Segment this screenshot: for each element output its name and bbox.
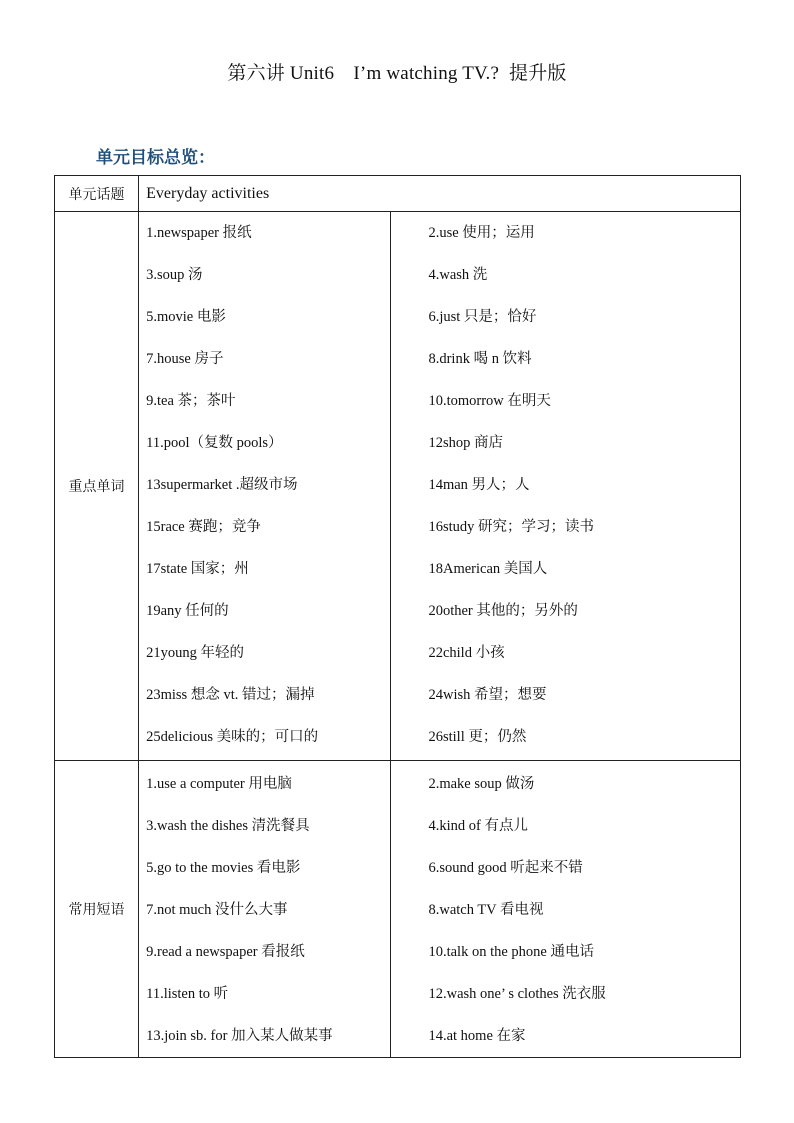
word-item: 5.movie 电影 <box>146 309 226 325</box>
key-words-row <box>55 212 741 761</box>
word-item: 24wish 希望；想要 <box>428 687 547 703</box>
phrase-item: 2.make soup 做汤 <box>428 776 535 792</box>
phrase-item: 3.wash the dishes 清洗餐具 <box>146 818 310 834</box>
unit-overview-table <box>54 175 741 1058</box>
key-words-left-list <box>139 212 390 760</box>
topic-label: 单元话题 <box>55 176 139 212</box>
phrases-label: 常用短语 <box>55 761 139 1058</box>
phrase-item: 13.join sb. for 加入某人做某事 <box>146 1028 333 1044</box>
word-item: 3.soup 汤 <box>146 267 203 283</box>
phrase-item: 10.talk on the phone 通电话 <box>428 944 594 960</box>
topic-value: Everyday activities <box>139 176 741 212</box>
word-item: 9.tea 茶；茶叶 <box>146 393 236 409</box>
phrases-left-list <box>139 761 390 1057</box>
word-item: 20other 其他的；另外的 <box>428 603 578 619</box>
word-item: 21young 年轻的 <box>146 645 244 661</box>
word-item: 19any 任何的 <box>146 603 229 619</box>
word-item: 7.house 房子 <box>146 351 224 367</box>
phrase-item: 7.not much 没什么大事 <box>146 902 288 918</box>
phrase-item: 9.read a newspaper 看报纸 <box>146 944 305 960</box>
phrase-item: 1.use a computer 用电脑 <box>146 776 292 792</box>
word-item: 26still 更；仍然 <box>428 729 527 745</box>
word-item: 11.pool（复数 pools） <box>146 435 283 451</box>
word-item: 17state 国家；州 <box>146 561 249 577</box>
word-item: 16study 研究；学习；读书 <box>428 519 595 535</box>
word-item: 2.use 使用；运用 <box>428 225 535 241</box>
word-item: 6.just 只是；恰好 <box>428 309 537 325</box>
phrase-item: 12.wash one’ s clothes 洗衣服 <box>428 986 606 1002</box>
key-words-right-cell <box>391 212 741 761</box>
word-item: 8.drink 喝 n 饮料 <box>428 351 532 367</box>
word-item: 4.wash 洗 <box>428 267 488 283</box>
phrase-item: 11.listen to 听 <box>146 986 229 1002</box>
phrase-item: 8.watch TV 看电视 <box>428 902 544 918</box>
phrases-left-cell <box>139 761 391 1058</box>
phrases-right-list <box>391 761 740 1057</box>
phrases-right-cell <box>391 761 741 1058</box>
word-item: 15race 赛跑；竞争 <box>146 519 261 535</box>
phrase-item: 6.sound good 听起来不错 <box>428 860 583 876</box>
word-item: 13supermarket .超级市场 <box>146 477 298 493</box>
word-item: 23miss 想念 vt. 错过；漏掉 <box>146 687 315 703</box>
word-item: 14man 男人；人 <box>428 477 530 493</box>
phrase-item: 5.go to the movies 看电影 <box>146 860 301 876</box>
page-title: 第六讲 Unit6 I’m watching TV.? 提升版 <box>227 63 567 84</box>
word-item: 10.tomorrow 在明天 <box>428 393 551 409</box>
phrase-item: 14.at home 在家 <box>428 1028 526 1044</box>
key-words-label: 重点单词 <box>55 212 139 761</box>
word-item: 12shop 商店 <box>428 435 503 451</box>
word-item: 18American 美国人 <box>428 561 548 577</box>
word-item: 22child 小孩 <box>428 645 505 661</box>
word-item: 1.newspaper 报纸 <box>146 225 252 241</box>
word-item: 25delicious 美味的；可口的 <box>146 729 319 745</box>
key-words-left-cell <box>139 212 391 761</box>
topic-row <box>55 176 741 212</box>
phrases-row <box>55 761 741 1058</box>
key-words-right-list <box>391 212 740 760</box>
section-heading: 单元目标总览： <box>96 148 215 168</box>
phrase-item: 4.kind of 有点儿 <box>428 818 528 834</box>
